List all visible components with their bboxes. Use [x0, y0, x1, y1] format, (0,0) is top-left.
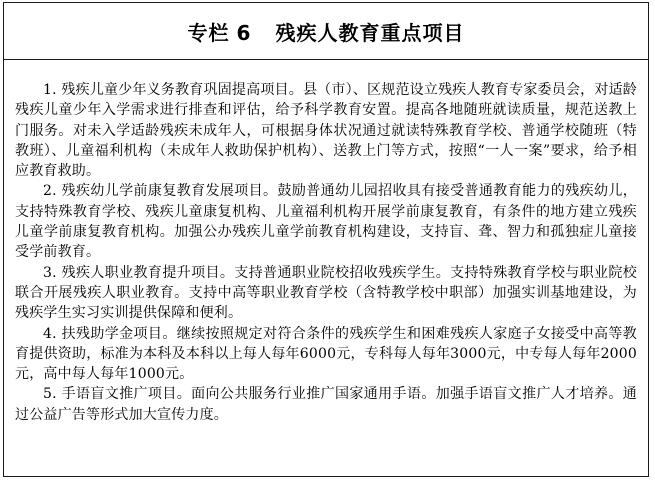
feature-box [3, 2, 649, 477]
paragraph-4: 4. 扶残助学金项目。继续按照规定对符合条件的残疾学生和困难残疾人家庭子女接受中高等教育提供资助，标准为本科及本科以上每人每年6000元，专科每人每年3000元，中专每人每年2000元，高中每人每年1000元。 [15, 325, 637, 383]
title-number: 6 [236, 20, 252, 45]
title-bar [4, 3, 648, 60]
title-prefix: 专栏 [187, 20, 230, 45]
box-title [188, 17, 465, 46]
paragraph-3: 3. 残疾人职业教育提升项目。支持普通职业院校招收残疾学生。支持特殊教育学校与职业院校联合开展残疾人职业教育。支持中高等职业教育学校（含特教学校中职部）加强实训基地建设，为残疾学生实习实训提供保障和便利。 [15, 264, 637, 322]
paragraph-2: 2. 残疾幼儿学前康复教育发展项目。鼓励普通幼儿园招收具有接受普通教育能力的残疾幼儿，支持特殊教育学校、残疾儿童康复机构、儿童福利机构开展学前康复教育，有条件的地方建立残疾儿童学前康复教育机构。加强公办残疾儿童学前教育机构建设，支持盲、聋、智力和孤独症儿童接受学前教育。 [15, 183, 637, 261]
title-text: 残疾人教育重点项目 [275, 20, 465, 45]
paragraph-5: 5. 手语盲文推广项目。面向公共服务行业推广国家通用手语。加强手语盲文推广人才培养。通过公益广告等形式加大宣传力度。 [15, 386, 637, 423]
paragraph-1: 1. 残疾儿童少年义务教育巩固提高项目。县（市）、区规范设立残疾人教育专家委员会，对适龄残疾儿童少年入学需求进行排查和评估，给予科学教育安置。提高各地随班就读质量，规范送教上门服务。对未入学适龄残疾未成年人，可根据身体状况通过就读特殊教育学校、普通学校随班（特教班）、儿童福利机构（未成年人救助保护机构）、送教上门等方式，按照“一人一案”要求，给予相应教育救助。 [15, 82, 637, 180]
box-content [4, 60, 648, 425]
